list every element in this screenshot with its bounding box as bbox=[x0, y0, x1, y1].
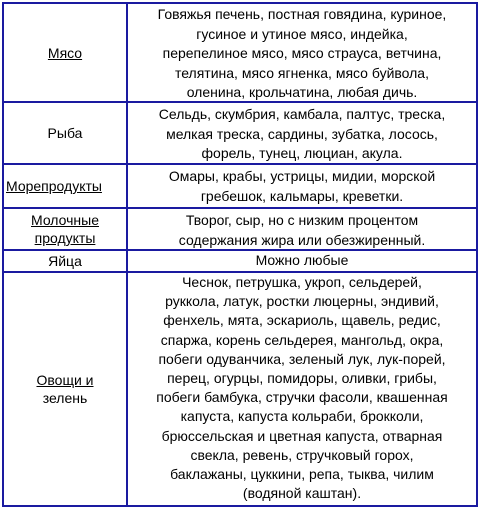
description-line: побеги бамбука, стручки фасоли, квашенная bbox=[156, 389, 448, 406]
table-row-meat bbox=[4, 4, 476, 101]
description-line: телятина, мясо ягненка, мясо буйвола, bbox=[174, 64, 429, 81]
category-link-seafood[interactable]: Морепродукты bbox=[6, 178, 102, 194]
description-line: фенхель, мята, эскариоль, щавель, редис, bbox=[163, 312, 441, 329]
category-label-eggs: Яйца bbox=[48, 253, 82, 269]
category-cell bbox=[4, 103, 128, 163]
table-row-dairy bbox=[4, 207, 476, 249]
table-row-fish bbox=[4, 101, 476, 163]
category-line: Молочные bbox=[31, 212, 99, 228]
description-line: перепелиное мясо, мясо страуса, ветчина, bbox=[162, 45, 442, 61]
description-cell bbox=[128, 273, 476, 505]
category-link-dairy[interactable] bbox=[6, 211, 124, 247]
description-line: спаржа, корень сельдерея, мангольд, окра, bbox=[160, 331, 444, 348]
category-cell bbox=[4, 165, 128, 207]
description-line: оленина, крольчатина, любая дичь. bbox=[186, 84, 418, 100]
description-cell bbox=[128, 4, 476, 101]
description-line: содержания жира или обезжиренный. bbox=[178, 231, 426, 248]
description-line: мелкая треска, сардины, зубатка, лосось, bbox=[166, 125, 438, 142]
table-row-seafood bbox=[4, 163, 476, 207]
category-link-vegetables[interactable] bbox=[6, 371, 124, 389]
category-cell bbox=[4, 273, 128, 505]
description-line: гребешок, кальмары, креветки. bbox=[200, 187, 404, 204]
description-cell bbox=[128, 209, 476, 249]
table-row-vegetables bbox=[4, 271, 476, 505]
food-table bbox=[2, 2, 478, 507]
description-cell bbox=[128, 165, 476, 207]
description-line: Сельдь, скумбрия, камбала, палтус, треска, bbox=[158, 106, 446, 122]
description-cell bbox=[128, 251, 476, 271]
category-line: Овощи и bbox=[36, 372, 94, 388]
description-line: Чеснок, петрушка, укроп, сельдерей, bbox=[182, 274, 422, 290]
category-label-fish: Рыба bbox=[47, 125, 83, 141]
description-line: Говяжья печень, постная говядина, куриное, bbox=[157, 6, 447, 22]
category-cell bbox=[4, 4, 128, 101]
description-line: баклажаны, цуккини, репа, тыква, чилим bbox=[170, 466, 434, 483]
description-line: брюссельская и цветная капуста, отварная bbox=[161, 427, 443, 444]
category-line: зелень bbox=[42, 390, 88, 406]
category-line: продукты bbox=[34, 230, 96, 246]
description-line: Омары, крабы, устрицы, мидии, морской bbox=[168, 168, 436, 184]
description-line: капуста, капуста кольраби, брокколи, bbox=[180, 408, 424, 425]
description-cell bbox=[128, 103, 476, 163]
category-cell bbox=[4, 251, 128, 271]
category-cell bbox=[4, 209, 128, 249]
description-line: гусиное и утиное мясо, индейка, bbox=[196, 25, 408, 42]
description-line: форель, тунец, люциан, акула. bbox=[201, 145, 403, 161]
description-line: (водяной каштан). bbox=[242, 485, 362, 502]
category-link-meat[interactable]: Мясо bbox=[47, 44, 83, 61]
description-line: Можно любые bbox=[255, 252, 349, 268]
description-line: побеги одуванчика, зеленый лук, лук-порей, bbox=[158, 350, 446, 367]
description-line: перец, огурцы, помидоры, оливки, грибы, bbox=[167, 370, 437, 387]
description-line: руккола, латук, ростки люцерны, эндивий, bbox=[165, 293, 439, 310]
description-line: Творог, сыр, но с низким процентом bbox=[185, 212, 419, 228]
table-row-eggs bbox=[4, 249, 476, 271]
description-line: свекла, ревень, стручковый горох, bbox=[190, 446, 414, 463]
